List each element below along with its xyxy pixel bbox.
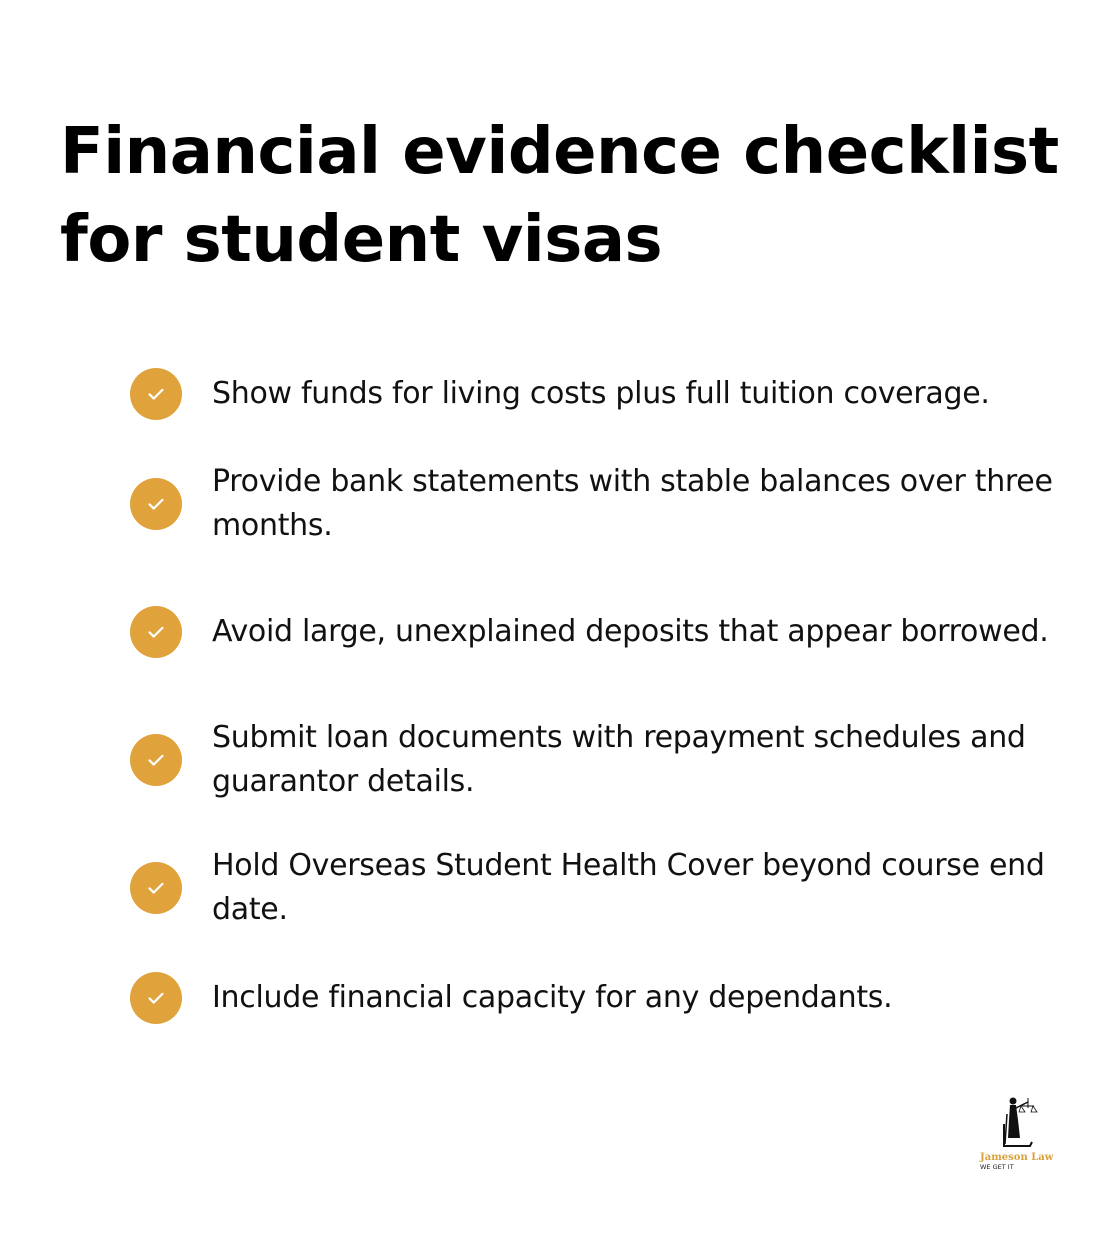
check-circle-icon [130, 478, 182, 530]
check-circle-icon [130, 972, 182, 1024]
checklist-item-text: Hold Overseas Student Health Cover beyond course end date. [212, 848, 1045, 927]
checklist-item-text: Provide bank statements with stable balances over three months. [212, 464, 1053, 543]
check-circle-icon [130, 734, 182, 786]
checklist-item-text: Submit loan documents with repayment schedules and guarantor details. [212, 720, 1026, 799]
checklist-item [130, 367, 1060, 421]
checklist-item [130, 460, 1060, 548]
checklist-item-text: Show funds for living costs plus full tuition coverage. [212, 376, 990, 411]
checklist-item [130, 588, 1060, 676]
check-circle-icon [130, 368, 182, 420]
checklist-item-text: Avoid large, unexplained deposits that appear borrowed. [212, 614, 1049, 649]
check-circle-icon [130, 862, 182, 914]
checklist-item [130, 971, 1060, 1025]
logo [978, 1094, 1058, 1174]
check-circle-icon [130, 606, 182, 658]
page-title: Financial evidence checklist for student visas [60, 115, 1059, 277]
checklist-item-text: Include financial capacity for any dependants. [212, 980, 893, 1015]
lady-justice-icon [996, 1094, 1040, 1150]
checklist-item [130, 844, 1060, 932]
logo-name: Jameson Law [980, 1152, 1054, 1163]
checklist-item [130, 716, 1060, 804]
logo-tagline: WE GET IT [980, 1163, 1014, 1171]
